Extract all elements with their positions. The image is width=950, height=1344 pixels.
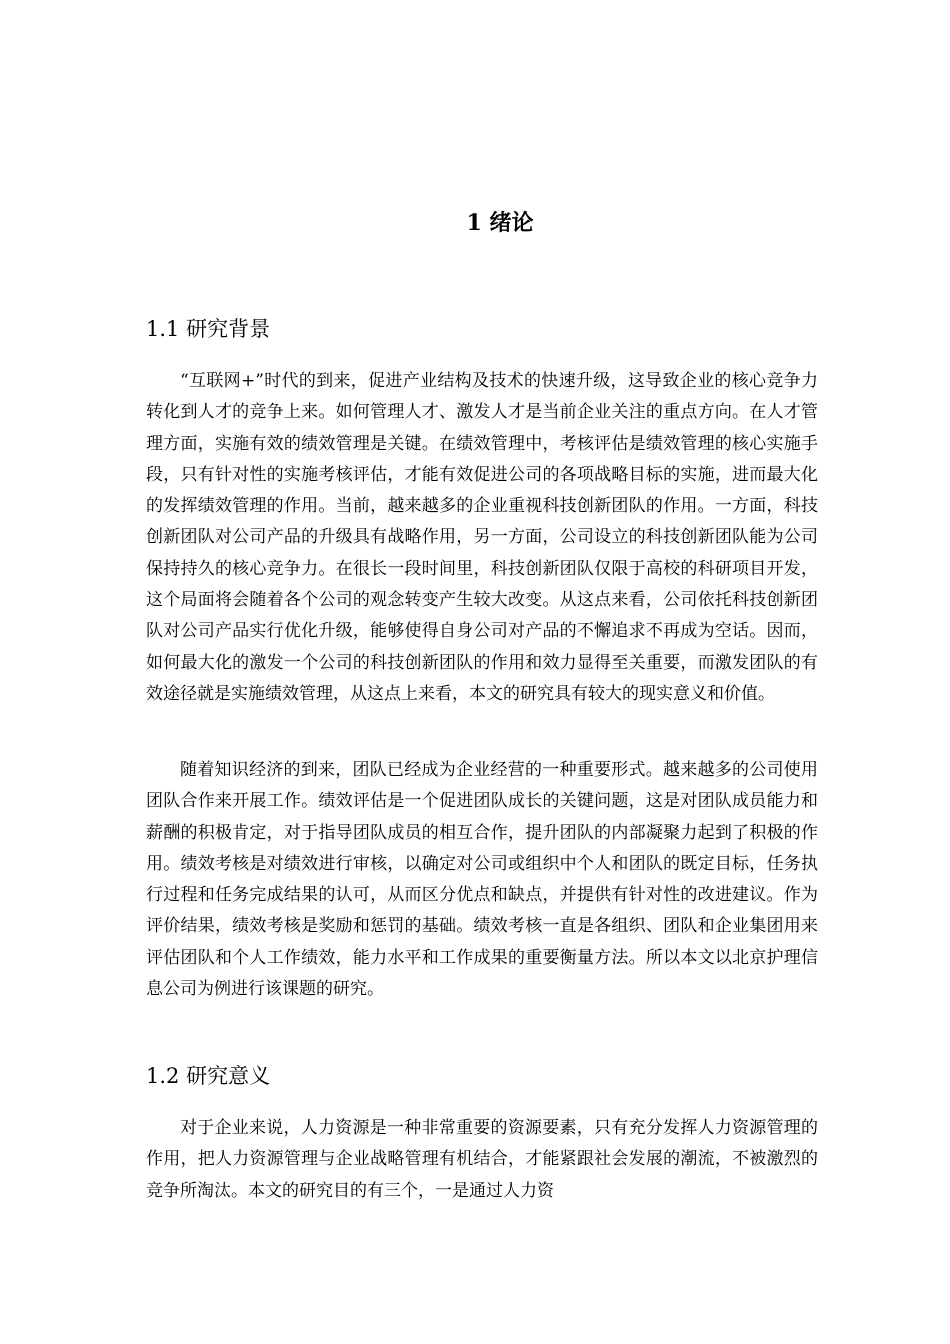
paragraph: 随着知识经济的到来，团队已经成为企业经营的一种重要形式。越来越多的公司使用团队合作来开展工作。绩效评估是一个促进团队成长的关键问题，这是对团队成员能力和薪酬的积极肯定，对于指导团队成员的相互合作，提升团队的内部凝聚力起到了积极的作用。绩效考核是对绩效进行审核，以确定对公司或组织中个人和团队的既定目标，任务执行过程和任务完成结果的认可，从而区分优点和缺点，并提供有针对性的改进建议。作为评价结果，绩效考核是奖励和惩罚的基础。绩效考核一直是各组织、团队和企业集团用来评估团队和个人工作绩效，能力水平和工作成果的重要衡量方法。所以本文以北京护理信息公司为例进行该课题的研究。 bbox=[146, 760, 818, 1000]
paragraph: 对于企业来说，人力资源是一种非常重要的资源要素，只有充分发挥人力资源管理的作用，把人力资源管理与企业战略管理有机结合，才能紧跟社会发展的潮流，不被激烈的竞争所淘汰。本文的研究目的有三个，一是通过人力资 bbox=[146, 1118, 818, 1201]
chapter-title: 1 绪论 bbox=[466, 210, 534, 236]
section-heading-research-background: 1.1 研究背景 bbox=[146, 317, 271, 341]
paragraph: “互联网+”时代的到来，促进产业结构及技术的快速升级，这导致企业的核心竞争力转化到人才的竞争上来。如何管理人才、激发人才是当前企业关注的重点方向。在人才管理方面，实施有效的绩效管理是关键。在绩效管理中，考核评估是绩效管理的核心实施手段，只有针对性的实施考核评估，才能有效促进公司的各项战略目标的实施，进而最大化的发挥绩效管理的作用。当前，越来越多的企业重视科技创新团队的作用。一方面，科技创新团队对公司产品的升级具有战略作用，另一方面，公司设立的科技创新团队能为公司保持持久的核心竞争力。在很长一段时间里，科技创新团队仅限于高校的科研项目开发，这个局面将会随着各个公司的观念转变产生较大改变。从这点来看，公司依托科技创新团队对公司产品实行优化升级，能够使得自身公司对产品的不懈追求不再成为空话。因而，如何最大化的激发一个公司的科技创新团队的作用和效力显得至关重要，而激发团队的有效途径就是实施绩效管理，从这点上来看，本文的研究具有较大的现实意义和价值。 bbox=[146, 371, 818, 704]
section-heading-research-significance: 1.2 研究意义 bbox=[146, 1064, 271, 1088]
